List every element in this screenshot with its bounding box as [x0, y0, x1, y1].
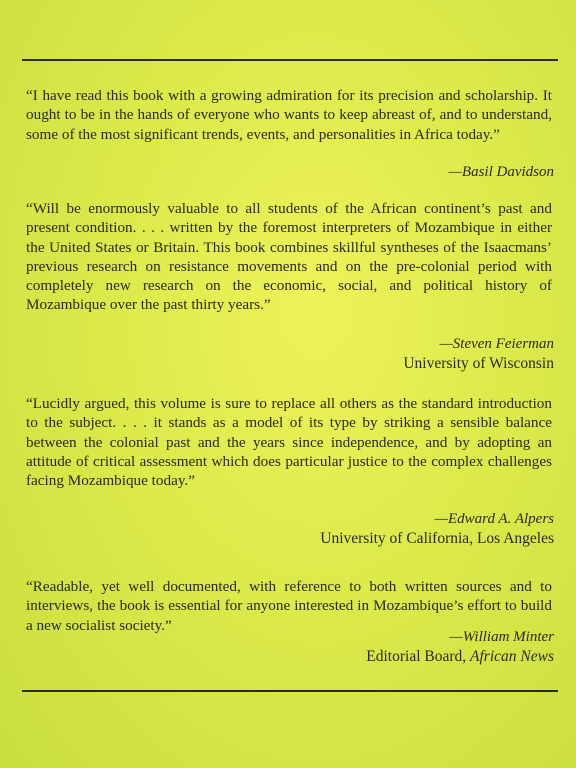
reviewer-name: —Edward A. Alpers: [434, 511, 554, 527]
blurb-attribution-davidson: [449, 162, 554, 182]
blurb-quote-feierman: “Will be enormously valuable to all students of the African continent’s past and present condition. . . . written by the foremost interpreters of Mozambique in either the United States or Britain. This book combines skillful syntheses of the Isaacmans’ previous research on resistance movements and on the pre-colonial period with completely new research on the economic, social, and political history of Mozambique over the past thirty years.”: [26, 200, 552, 314]
blurb-quote-davidson: “I have read this book with a growing admiration for its precision and scholarship. It ought to be in the hands of everyone who wants to keep abreast of, and to understand, some of the most significant trends, events, and personalities in Africa today.”: [26, 87, 552, 143]
reviewer-affiliation: University of California, Los Angeles: [320, 530, 554, 547]
blurb-attribution-minter: [366, 627, 554, 667]
bottom-divider: [22, 690, 558, 692]
top-divider: [22, 59, 558, 61]
reviewer-name: —Steven Feierman: [439, 336, 554, 352]
blurb-quote-minter: “Readable, yet well documented, with reference to both written sources and to interviews, the book is essential for anyone interested in Mozambique’s effort to build a new socialist society.”: [26, 578, 552, 634]
affiliation-publication: African News: [470, 648, 554, 665]
blurb-attribution-feierman: [403, 334, 554, 374]
reviewer-affiliation: [366, 647, 554, 667]
affiliation-prefix: Editorial Board,: [366, 648, 471, 665]
blurb-quote-alpers: “Lucidly argued, this volume is sure to replace all others as the standard introduction to the subject. . . . it stands as a model of its type by striking a sensible balance between the colonial past and the years since independence, and by adopting an attitude of critical assessment which does particular justice to the complex challenges facing Mozambique today.”: [26, 395, 552, 490]
reviewer-name: —William Minter: [449, 629, 554, 645]
blurb-attribution-alpers: [320, 509, 554, 549]
reviewer-name: —Basil Davidson: [448, 164, 554, 180]
reviewer-affiliation: University of Wisconsin: [403, 355, 554, 372]
